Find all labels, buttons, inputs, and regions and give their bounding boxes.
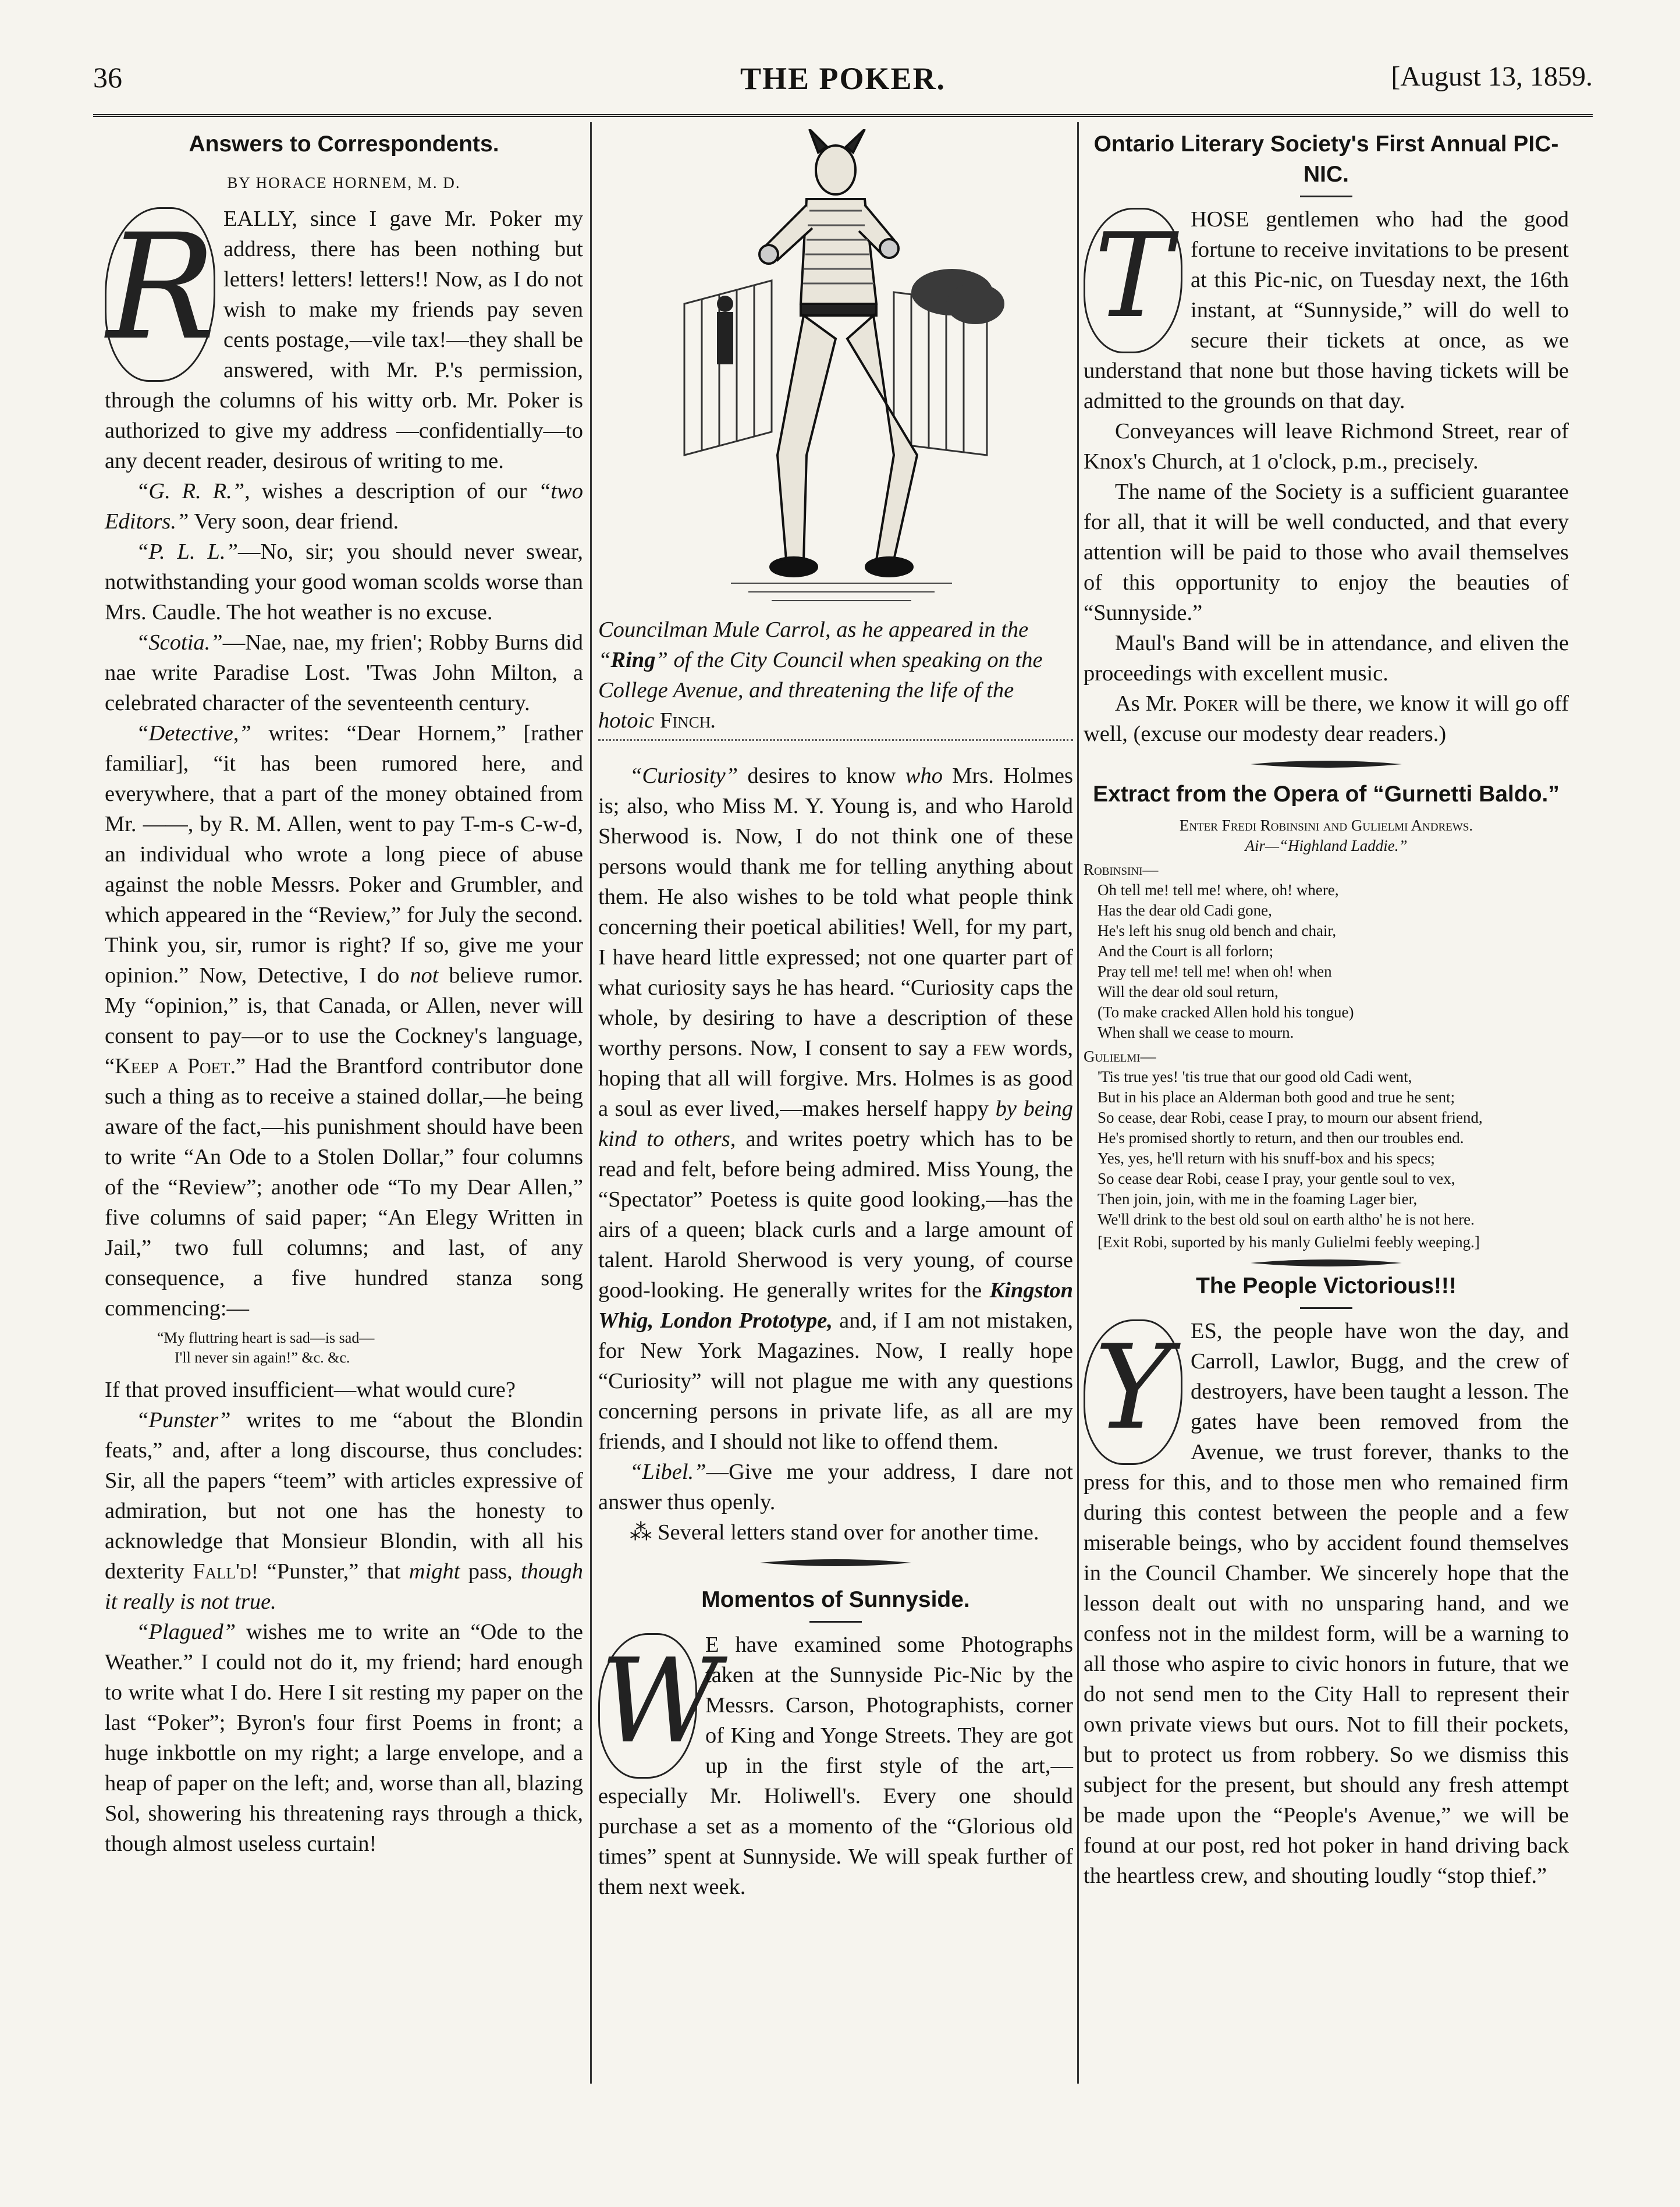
answer-punster: “Punster” writes to me “about the Blondin feats,” and, after a long discourse, thus concludes: Sir, all the papers “teem” with articles expressive of admiration, but not one has the honesty to acknowledge that Monsieur Blondin, with all his dexterity Fall'd! “Punster,” that might pass, though it really is not true. (105, 1408, 583, 1614)
verse-line: Pray tell me! tell me! when oh! when (1097, 963, 1332, 980)
page-header (93, 61, 1593, 107)
short-rule (1300, 196, 1352, 197)
verse-quote: “My fluttring heart is sad—is sad— I'll never sin again!” &c. &c. (157, 1329, 375, 1366)
article-paragraph: As Mr. Poker will be there, we know it will go off well, (excuse our modesty dear readers.) (1084, 691, 1569, 746)
article-heading-people: The People Victorious!!! (1196, 1273, 1457, 1298)
answer-detective: “Detective,” writes: “Dear Hornem,” [rather familiar], “it has been rumored here, and everywhere, that a part of the money obtained from Mr. ——, by R. M. Allen, went to pay T-m-s C-w-d, an individual who wrote a long piece of abuse against the noble Messrs. Poker and Grumbler, and which appeared in the “Review,” for July the second. Think you, sir, rumor is right? If so, give me your opinion.” Now, Detective, I do not believe rumor. My “opinion,” is, that Canada, or Allen, never will consent to pay—or to use the Cockney's language, “Keep a Poet.” Had the Brantford contributor done such a thing as to receive a stained dollar,—he being aware of the fact,—his punishment should have been to write “An Ode to a Stolen Dollar,” four columns of the “Review”; another ode “To my Dear Allen,” five columns of said paper; “An Elegy Written in Jail,” two full columns; and last, of any consequence, a five hundred stanza song commencing:— (105, 721, 584, 1321)
verse-line: So cease, dear Robi, cease I pray, to mourn our absent friend, (1097, 1109, 1483, 1126)
answer-libel: “Libel.”—Give me your address, I dare not answer thus openly. (598, 1460, 1073, 1514)
article-paragraph: T HOSE gentlemen who had the good fortune to receive invitations to be present at this Pic-nic, on Tuesday next, the 16th instant, at “Sunnyside,” will do well to secure their tickets at once, as we understand that none but those having tickets will be admitted to the grounds on that day. (1084, 207, 1569, 413)
role-name: Gulielmi— (1084, 1048, 1156, 1065)
article-paragraph: Y ES, the people have won the day, and Carroll, Lawlor, Bugg, and the crew of destroyers, have been taught a lesson. The gates have been removed from the Avenue, we trust forever, thanks to the press for this, and to those men who remained firm during this contest between the people and a few miserable beings, who by accident found themselves in the Council Chamber. We sincerely hope that the lesson dealt out with no unsparing hand, and we confess not in the mildest form, will be a warning to all those who aspire to civic honors in future, that we do not send men to the City Hall to represent their own private views but ours. Not to fill their pockets, but to protect us from robbery. So we dismiss this subject for the present, but should any fresh attempt be made upon the “People's Avenue,” we will be found at our post, red hot poker in hand driving back the heartless crew, and shouting loudly “stop thief.” (1084, 1319, 1569, 1888)
dotted-rule (598, 739, 1073, 741)
verse-line: He's promised shortly to return, and then our troubles end. (1097, 1129, 1464, 1147)
swell-rule (1251, 1258, 1402, 1268)
verse-line: 'Tis true yes! 'tis true that our good old Cadi went, (1097, 1068, 1412, 1085)
engraving-caption: Councilman Mule Carrol, as he appeared in the “Ring” of the City Council when speaking on the College Avenue, and threatening the life of the hotoic Finch. (598, 618, 1043, 733)
opera-extract (1084, 815, 1569, 1252)
column-divider-2 (1077, 122, 1079, 2084)
column-1 (105, 129, 583, 1859)
verse-line: We'll drink to the best old soul on earth altho' he is not here. (1097, 1211, 1475, 1228)
verse-line: And the Court is all forlorn; (1097, 942, 1274, 960)
verse-line: So cease dear Robi, cease I pray, your gentle soul to vex, (1097, 1170, 1455, 1187)
masthead-title: THE POKER. (740, 61, 946, 96)
drop-cap-w: W (598, 1633, 697, 1779)
article-paragraph: The name of the Society is a sufficient guarantee for all, that it will be well conducted, and that every attention will be paid to those who avail themselves of this opportunity to enjoy the beauties of “Sunnyside.” (1084, 480, 1569, 625)
exit-direction: [Exit Robi, suported by his manly Gulielmi feebly weeping.] (1097, 1233, 1480, 1251)
verse-line: Yes, yes, he'll return with his snuff-box and his specs; (1097, 1149, 1435, 1167)
verse-line: Then join, join, with me in the foaming Lager bier, (1097, 1190, 1418, 1208)
column-3 (1084, 129, 1569, 1891)
drop-cap-t: T (1084, 208, 1182, 353)
article-paragraph: W E have examined some Photographs taken at the Sunnyside Pic-Nic by the Messrs. Carson, Photographists, corner of King and Yonge Streets. They are got up in the first style of the art,—especially Mr. Holiwell's. Every one should purchase a set as a momento of the “Glorious old times” spent at Sunnyside. We will speak further of them next week. (598, 1633, 1073, 1899)
answer-scotia: “Scotia.”—Nae, nae, my frien'; Robby Burns did nae write Paradise Lost. 'Twas John Milton, a celebrated character of the seventeenth century. (105, 630, 583, 715)
answer-p-l-l: “P. L. L.”—No, sir; you should never swear, notwithstanding your good woman scolds worse than Mrs. Caudle. The hot weather is no excuse. (105, 540, 584, 625)
verse-line: Has the dear old Cadi gone, (1097, 902, 1272, 919)
short-rule (809, 1621, 862, 1623)
column-divider-1 (590, 122, 592, 2084)
drop-cap-y: Y (1084, 1319, 1182, 1465)
verse-line: Oh tell me! tell me! where, oh! where, (1097, 881, 1339, 899)
column-2 (598, 129, 1073, 1902)
short-rule (1300, 1307, 1352, 1309)
letters-note: ⁂ Several letters stand over for another time. (630, 1520, 1039, 1545)
answer-g-r-r: “G. R. R.”, wishes a description of our “two Editors.” Very soon, dear friend. (105, 479, 583, 534)
article-paragraph: R EALLY, since I gave Mr. Poker my address, there has been nothing but letters! letters! letters!! Now, as I do not wish to make my friends pay seven cents postage,—vile tax!—they shall be answered, with Mr. P.'s permission, through the columns of his witty orb. Mr. Poker is authorized to give my address —confidentially—to any decent reader, desirous of writing to me. (105, 203, 583, 473)
byline: BY HORACE HORNEM, M. D. (227, 174, 461, 191)
answer-curiosity: “Curiosity” desires to know who Mrs. Holmes is; also, who Miss M. Y. Young is, and who Harold Sherwood is. Now, I do not think one of these persons would thank me for telling anything about them. He also wishes to be told what people think concerning their poetical abilities! Well, for my part, I have heard little expressed; not one quarter part of what curiosity says he has heard. “Curiosity caps the whole, by desiring to have a description of these worthy persons. Now, I consent to say a few words, hoping that all will forgive. Mrs. Holmes is as good a soul as ever lived,—makes herself happy by being kind to others, and writes poetry which has to be read and felt, before being admired. Miss Young, the “Spectator” Poetess is quite good looking,—has the airs of a queen; black curls and a large amount of talent. Harold Sherwood is very young, of course good-looking. He generally writes for the Kingston Whig, London Prototype, and, if I am not mistaken, for New York Magazines. Now, I really hope “Curiosity” will not plague me with any questions concerning persons in private life, as all are my friends, and I should not like to offend them. (598, 764, 1074, 1454)
article-heading-momentos: Momentos of Sunnyside. (701, 1587, 970, 1612)
stage-direction: Enter Fredi Robinsini and Gulielmi Andrews. (1179, 817, 1473, 834)
article-paragraph: If that proved insufficient—what would cure? (105, 1378, 516, 1402)
page-number: 36 (93, 61, 122, 94)
verse-line: He's left his snug old bench and chair, (1097, 922, 1337, 939)
verse-line: When shall we cease to mourn. (1097, 1024, 1294, 1041)
verse-line: (To make cracked Allen hold his tongue) (1097, 1003, 1354, 1021)
swell-rule (1251, 760, 1402, 769)
engraving-illustration (661, 129, 1010, 606)
issue-date: [August 13, 1859. (1391, 61, 1593, 92)
swell-rule (760, 1558, 911, 1567)
air-title: Air—“Highland Laddie.” (1245, 837, 1408, 854)
verse-line: Will the dear old soul return, (1097, 983, 1278, 1000)
article-heading-picnic: Ontario Literary Society's First Annual PIC-NIC. (1093, 132, 1559, 187)
article-heading-opera: Extract from the Opera of “Gurnetti Baldo.” (1093, 782, 1560, 807)
verse-line: But in his place an Alderman both good and true he sent; (1097, 1088, 1455, 1106)
article-paragraph: Conveyances will leave Richmond Street, rear of Knox's Church, at 1 o'clock, p.m., precisely. (1084, 419, 1569, 474)
answer-plagued: “Plagued” wishes me to write an “Ode to the Weather.” I could not do it, my friend; hard enough to write what I do. Here I sit resting my paper on the last “Poker”; Byron's four first Poems in front; a huge inkbottle on my right; a large envelope, and a heap of paper on the left; and, worse than all, blazing Sol, showering his threatening rays through a thick, though almost useless curtain! (105, 1620, 583, 1856)
article-paragraph: Maul's Band will be in attendance, and eliven the proceedings with excellent music. (1084, 631, 1569, 686)
article-heading-correspondents: Answers to Correspondents. (189, 132, 499, 157)
role-name: Robinsini— (1084, 861, 1159, 878)
header-rule (93, 114, 1593, 120)
drop-cap-r: R (105, 207, 215, 382)
